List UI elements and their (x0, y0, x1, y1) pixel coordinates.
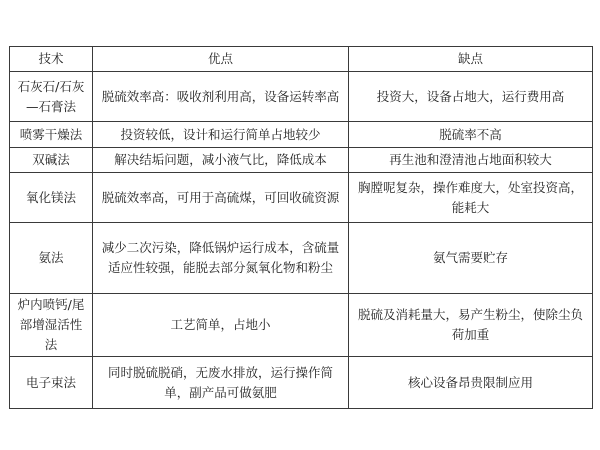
table-header-row (10, 47, 593, 72)
comparison-table (9, 46, 593, 409)
cell-disadvantages: 核心设备昂贵限制应用 (349, 357, 593, 409)
cell-advantages: 投资较低，设计和运行简单占地较少 (93, 122, 349, 148)
table-row (10, 148, 593, 173)
cell-advantages: 减少二次污染，降低锅炉运行成本，含硫量适应性较强，能脱去部分氮氧化物和粉尘 (93, 223, 349, 294)
cell-technique: 炉内喷钙/尾部增湿活性法 (10, 294, 93, 357)
cell-advantages: 工艺简单，占地小 (93, 294, 349, 357)
cell-advantages: 脱硫效率高：吸收剂利用高，设备运转率高 (93, 72, 349, 122)
table-row (10, 122, 593, 148)
table-row (10, 223, 593, 294)
table-row (10, 357, 593, 409)
table-row (10, 173, 593, 223)
cell-disadvantages: 再生池和澄清池占地面积较大 (349, 148, 593, 173)
cell-advantages: 同时脱硫脱硝，无废水排放，运行操作简单，副产品可做氨肥 (93, 357, 349, 409)
cell-technique: 氧化镁法 (10, 173, 93, 223)
header-technique: 技术 (10, 47, 93, 72)
cell-technique: 双碱法 (10, 148, 93, 173)
table-row (10, 294, 593, 357)
table-row (10, 72, 593, 122)
cell-technique: 石灰石/石灰—石膏法 (10, 72, 93, 122)
cell-disadvantages: 氨气需要贮存 (349, 223, 593, 294)
cell-disadvantages: 脱硫及消耗量大，易产生粉尘，使除尘负荷加重 (349, 294, 593, 357)
cell-advantages: 脱硫效率高，可用于高硫煤，可回收硫资源 (93, 173, 349, 223)
cell-disadvantages: 投资大，设备占地大，运行费用高 (349, 72, 593, 122)
cell-technique: 电子束法 (10, 357, 93, 409)
header-advantages: 优点 (93, 47, 349, 72)
cell-disadvantages: 胸膛呢复杂，操作难度大，处室投资高，能耗大 (349, 173, 593, 223)
header-disadvantages: 缺点 (349, 47, 593, 72)
cell-technique: 氨法 (10, 223, 93, 294)
cell-advantages: 解决结垢问题，减小液气比，降低成本 (93, 148, 349, 173)
cell-disadvantages: 脱硫率不高 (349, 122, 593, 148)
cell-technique: 喷雾干燥法 (10, 122, 93, 148)
